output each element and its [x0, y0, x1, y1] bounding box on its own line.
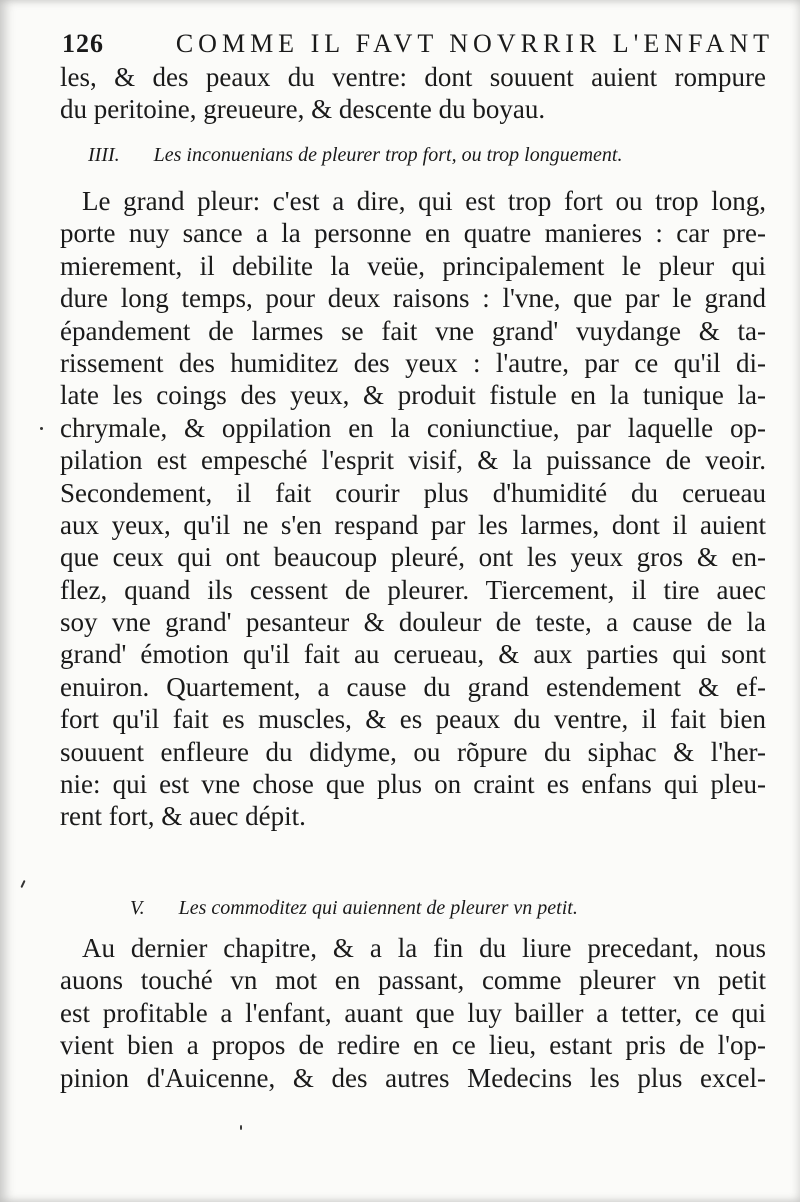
text-line: pilation est empesché l'esprit visif, & la puissance de veoir.: [60, 445, 766, 476]
text-line: chrymale, & oppilation en la coniunctiue, par laquelle op-: [60, 412, 766, 443]
text-line: Secondement, il fait courir plus d'humidité du cerueau: [60, 477, 766, 508]
section-number: V.: [130, 897, 145, 919]
text-line: grand' émotion qu'il fait au cerueau, & aux parties qui sont: [60, 639, 766, 670]
text-line: est profitable a l'enfant, auant que luy bailler a tetter, ce qui: [60, 997, 766, 1028]
running-head: [62, 28, 774, 60]
text-line: porte nuy sance a la personne en quatre manieres : car pre-: [60, 218, 766, 249]
continuation-text: [60, 61, 766, 126]
text-line: vient bien a propos de redire en ce lieu, estant pris de l'op-: [60, 1030, 766, 1061]
text-line: mierement, il debilite la veüe, principalement le pleur qui: [60, 250, 766, 281]
text-line: Au dernier chapitre, & a la fin du liure precedant, nous: [82, 933, 766, 963]
section-heading-4: [88, 142, 768, 168]
section-4-paragraph: [60, 185, 766, 833]
text-line: nie: qui est vne chose que plus on craint es enfans qui pleu-: [60, 769, 766, 800]
running-head-title: COMME IL FAVT NOVRRIR L'ENFANT: [175, 29, 774, 58]
section-5-paragraph: [60, 932, 766, 1094]
section-heading-5: [130, 895, 730, 921]
scan-speck: [40, 427, 43, 430]
page-number: 126: [62, 29, 104, 58]
text-line: pinion d'Auicenne, & des autres Medecins les plus excel-: [60, 1062, 766, 1093]
text-line: rent fort, & auec dépit.: [60, 801, 306, 832]
text-line: les, & des peaux du ventre: dont souuent auient rompure: [60, 62, 766, 92]
text-line: soy vne grand' pesanteur & douleur de teste, a cause de la: [60, 607, 766, 638]
text-line: flez, quand ils cessent de pleurer. Tiercement, il tire auec: [60, 574, 766, 605]
scan-speck: [20, 880, 25, 888]
text-line: rissement des humiditez des yeux : l'autre, par ce qu'il di-: [60, 347, 766, 378]
section-number: IIII.: [88, 144, 120, 166]
text-line: enuiron. Quartement, a cause du grand estendement & ef-: [60, 671, 766, 702]
text-line: souuent enfleure du didyme, ou rõpure du siphac & l'her-: [60, 736, 766, 767]
text-line: late les coings des yeux, & produit fistule en la tunique la-: [60, 380, 766, 411]
text-line: auons touché vn mot en passant, comme pleurer vn petit: [60, 965, 766, 996]
text-line: du peritoine, greueure, & descente du boyau.: [60, 94, 546, 125]
text-line: Le grand pleur: c'est a dire, qui est trop fort ou trop long,: [82, 186, 766, 216]
text-line: fort qu'il fait es muscles, & es peaux du ventre, il fait bien: [60, 704, 766, 735]
text-line: dure long temps, pour deux raisons : l'vne, que par le grand: [60, 283, 766, 314]
text-line: épandement de larmes se fait vne grand' vuydange & ta-: [60, 315, 766, 346]
section-title: Les inconuenians de pleurer trop fort, ou trop longuement.: [153, 144, 623, 166]
section-title: Les commoditez qui auiennent de pleurer vn petit.: [178, 897, 578, 919]
scan-speck: [240, 1125, 242, 1130]
text-line: que ceux qui ont beaucoup pleuré, ont les yeux gros & en-: [60, 542, 766, 573]
text-line: aux yeux, qu'il ne s'en respand par les larmes, dont il auient: [60, 509, 766, 540]
